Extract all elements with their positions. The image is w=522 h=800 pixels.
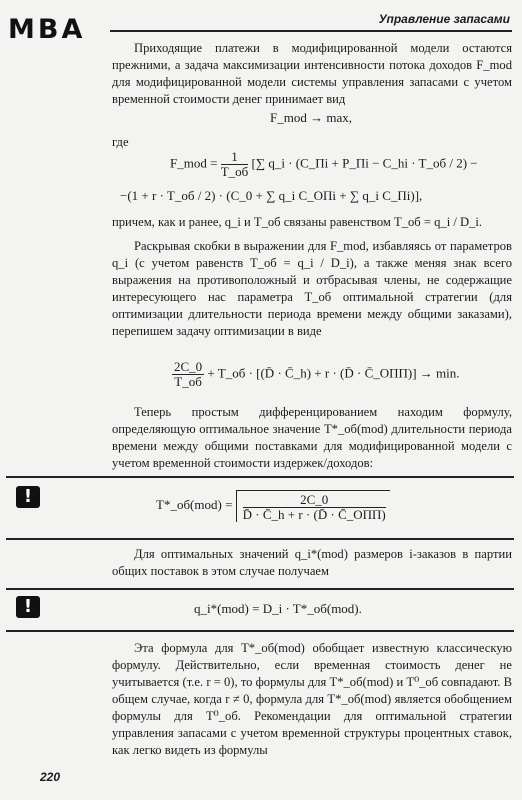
equation-1: F_mod → max, bbox=[270, 110, 352, 125]
equation-3: $\frac{2C\_0}{T\_об}$ + T_об · [(D̄ · C̄_h) + r · (D̄ · C̄_ОПП)] → min. bbox=[174, 359, 460, 389]
formula-box-1 bbox=[6, 476, 514, 540]
formula-t-opt: T*_об(mod) = $\frac{2C\_0}{\text{D̄ · C̄\_h + r · (D̄ · C̄\_ОПП)}}$ bbox=[156, 490, 390, 522]
exclamation-icon: ! bbox=[16, 486, 40, 508]
publisher-logo: MBA bbox=[8, 14, 86, 45]
formula-box-2 bbox=[6, 588, 514, 632]
equation-2-fraction: $\frac{1}{T\_об}$ bbox=[220, 149, 249, 179]
equation-2-line-2: −(1 + r · T_об / 2) · (C_0 + ∑ q_i C_ОПi + ∑ q_i C_Пi)], bbox=[120, 188, 423, 203]
header-rule bbox=[110, 30, 512, 32]
exclamation-icon: ! bbox=[16, 596, 40, 618]
running-head: Управление запасами bbox=[378, 12, 510, 26]
formula-q-opt: q_i*(mod) = D_i · T*_об(mod). bbox=[194, 601, 362, 616]
paragraph-6: Эта формула для T*_об(mod) обобщает известную классическую формулу. Действительно, если временная стоимость денег не учитывается (т.е. r = 0), то формулы для T*_об(mod) и T⁰_об совпадают. В общем случае, когда r ≠ 0, формула для T*_об(mod) является обобщением формулы для T⁰_об. Рекомендации для оптимальной стратегии управления запасами с учетом временной структуры процентных ставок, как легко видеть из формулы bbox=[112, 641, 512, 757]
paragraph-1: Приходящие платежи в модифицированной модели остаются прежними, а задача максимизации интенсивности потока доходов F_mod для модифицированной модели системы управления запасами с учетом временной стоимости денег принимает вид bbox=[112, 41, 512, 106]
square-root: $\frac{2C\_0}{\text{D̄ · C̄\_h + r · (D̄ · C̄\_ОПП)}}$ bbox=[236, 490, 390, 522]
paragraph-5: Для оптимальных значений q_i*(mod) размеров i-заказов в партии общих поставок в этом случае получаем bbox=[112, 547, 512, 578]
equation-2-line-1: F_mod = $\frac{1}{T\_об}$ [∑ q_i · (C_Пi + P_Пi − C_hi · T_об / 2) − bbox=[170, 149, 478, 179]
paragraph-3: Раскрывая скобки в выражении для F_mod, избавляясь от параметров q_i (с учетом равенств T_об = q_i / D_i), а также меняя знак всего выражения на противоположный и отбрасывая члены, не содержащие интересующего нас параметра T_об оптимальной стратегии (для оптимизации длительности периода времени между общими заказами), перепишем задачу оптимизации в виде bbox=[112, 239, 512, 338]
page-number: 220 bbox=[40, 770, 61, 784]
paragraph-4: Теперь простым дифференцированием находим формулу, определяющую оптимальное значение T*_об(mod) длительности периода времени между общими поставками для модифицированной модели с учетом временной стоимости издержек/доходов: bbox=[112, 405, 512, 470]
paragraph-2: причем, как и ранее, q_i и T_об связаны равенством T_об = q_i / D_i. bbox=[112, 215, 483, 229]
where-label: где bbox=[112, 135, 129, 149]
